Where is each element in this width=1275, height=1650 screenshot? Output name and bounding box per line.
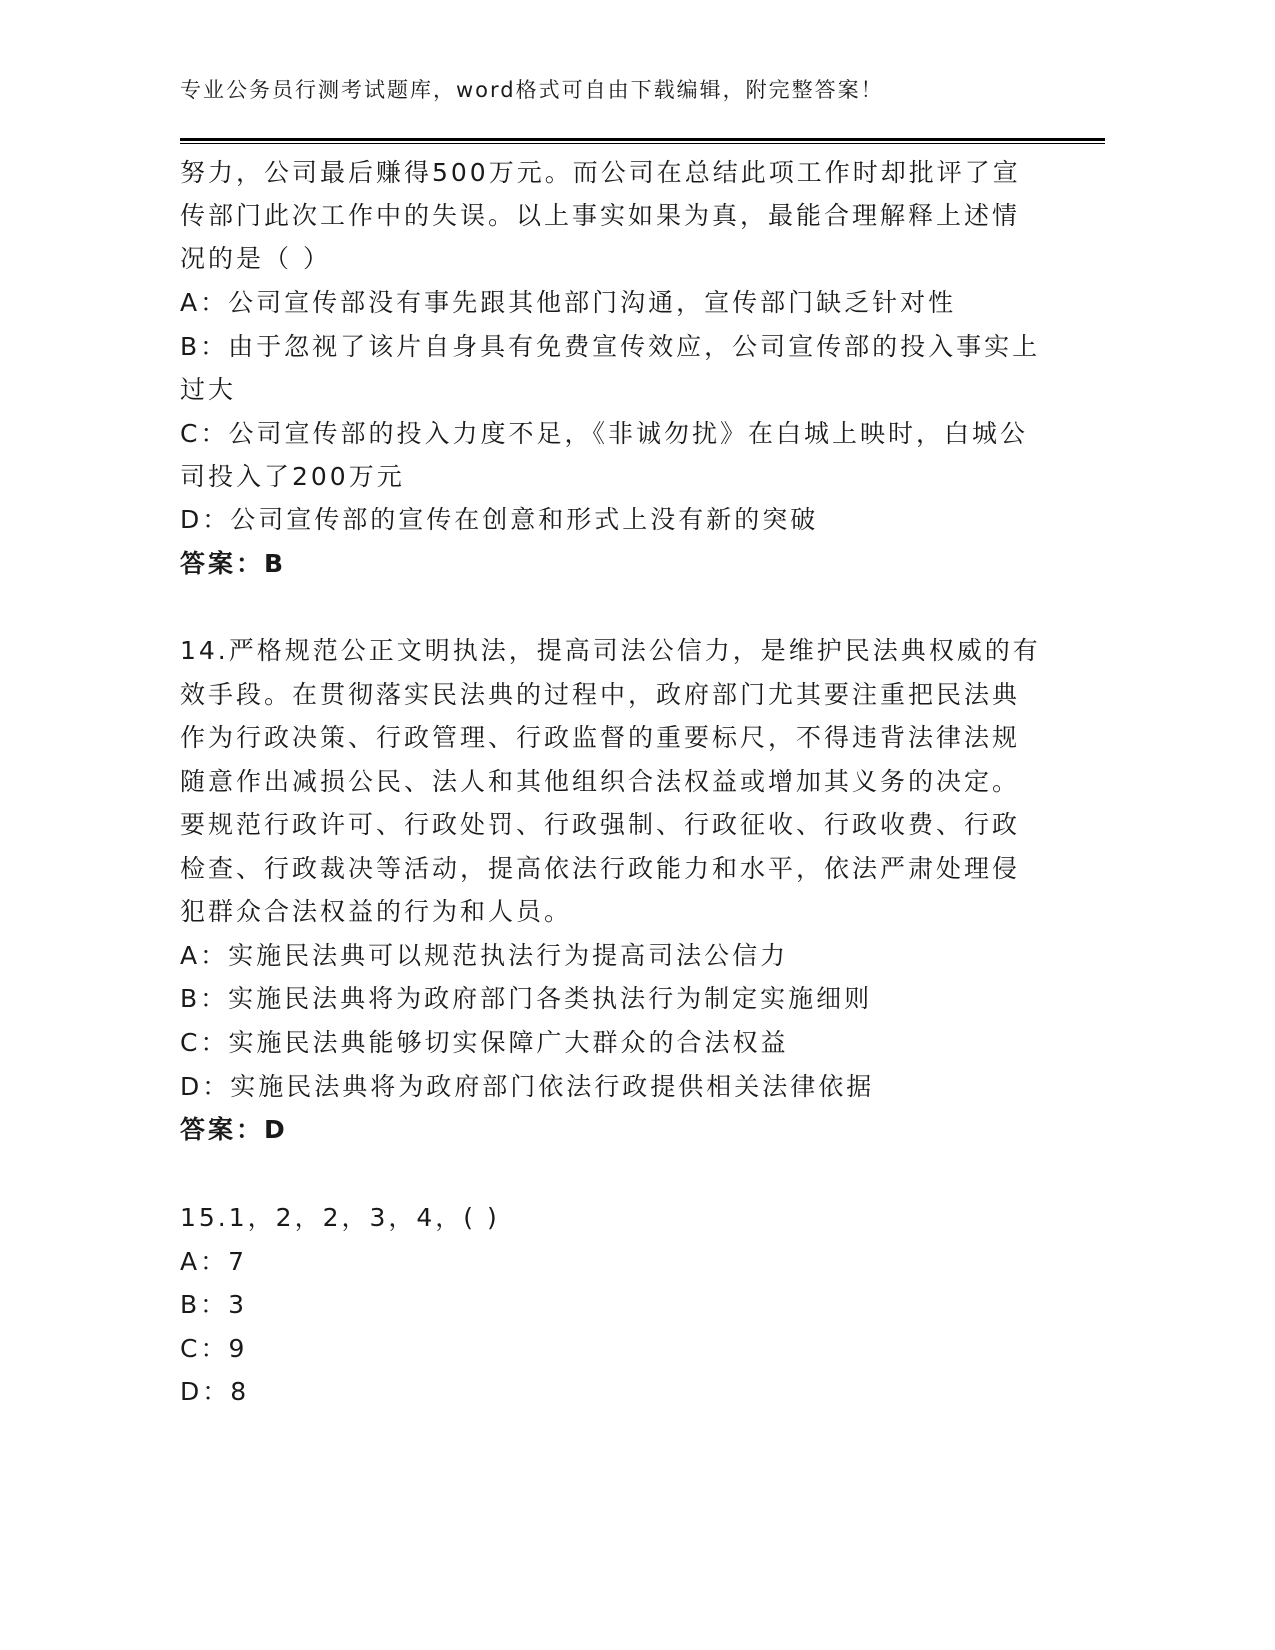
question-14-option-line: D：实施民法典将为政府部门依法行政提供相关法律依据 [180, 1072, 875, 1101]
question-14-answer: 答案：D [180, 1115, 288, 1144]
question-13-stem-line: 传部门此次工作中的失误。以上事实如果为真，最能合理解释上述情 [180, 201, 1021, 230]
question-15-option-line: C：9 [180, 1334, 248, 1363]
question-14-option-line: A：实施民法典可以规范执法行为提高司法公信力 [180, 941, 789, 970]
question-14-stem-line: 效手段。在贯彻落实民法典的过程中，政府部门尤其要注重把民法典 [180, 680, 1021, 709]
question-14-stem-line: 要规范行政许可、行政处罚、行政强制、行政征收、行政收费、行政 [180, 810, 1021, 839]
question-14-stem-line: 检查、行政裁决等活动，提高依法行政能力和水平，依法严肃处理侵 [180, 854, 1021, 883]
question-13-stem-line: 况的是（ ） [180, 244, 331, 273]
question-13-answer: 答案：B [180, 549, 287, 578]
page-header: 专业公务员行测考试题库，word格式可自由下载编辑，附完整答案！ [180, 78, 884, 102]
question-15-option-line: A：7 [180, 1247, 248, 1276]
question-15-option-line: B：3 [180, 1290, 248, 1319]
question-14-stem-line: 作为行政决策、行政管理、行政监督的重要标尺，不得违背法律法规 [180, 723, 1021, 752]
question-13-option-line: A：公司宣传部没有事先跟其他部门沟通，宣传部门缺乏针对性 [180, 288, 957, 317]
header-rule-thick [180, 138, 1105, 141]
question-13-option-line: C：公司宣传部的投入力度不足，《非诚勿扰》在白城上映时，白城公 [180, 419, 1028, 448]
question-14-stem-line: 犯群众合法权益的行为和人员。 [180, 897, 573, 926]
question-13-stem-line: 努力，公司最后赚得500万元。而公司在总结此项工作时却批评了宣 [180, 158, 1021, 187]
question-14-stem-line: 14.严格规范公正文明执法，提高司法公信力，是维护民法典权威的有 [180, 636, 1041, 665]
question-13-option-line: B：由于忽视了该片自身具有免费宣传效应，公司宣传部的投入事实上 [180, 332, 1041, 361]
question-15-option-line: D：8 [180, 1377, 250, 1406]
question-14-stem-line: 随意作出减损公民、法人和其他组织合法权益或增加其义务的决定。 [180, 767, 1021, 796]
question-13-option-line: 过大 [180, 375, 237, 404]
header-rule-thin [180, 143, 1105, 144]
question-14-option-line: C：实施民法典能够切实保障广大群众的合法权益 [180, 1028, 789, 1057]
question-14-option-line: B：实施民法典将为政府部门各类执法行为制定实施细则 [180, 984, 873, 1013]
question-13-option-line: 司投入了200万元 [180, 462, 405, 491]
question-13-option-line: D：公司宣传部的宣传在创意和形式上没有新的突破 [180, 505, 819, 534]
question-15-stem-line: 15.1，2，2，3，4，( ) [180, 1203, 500, 1232]
